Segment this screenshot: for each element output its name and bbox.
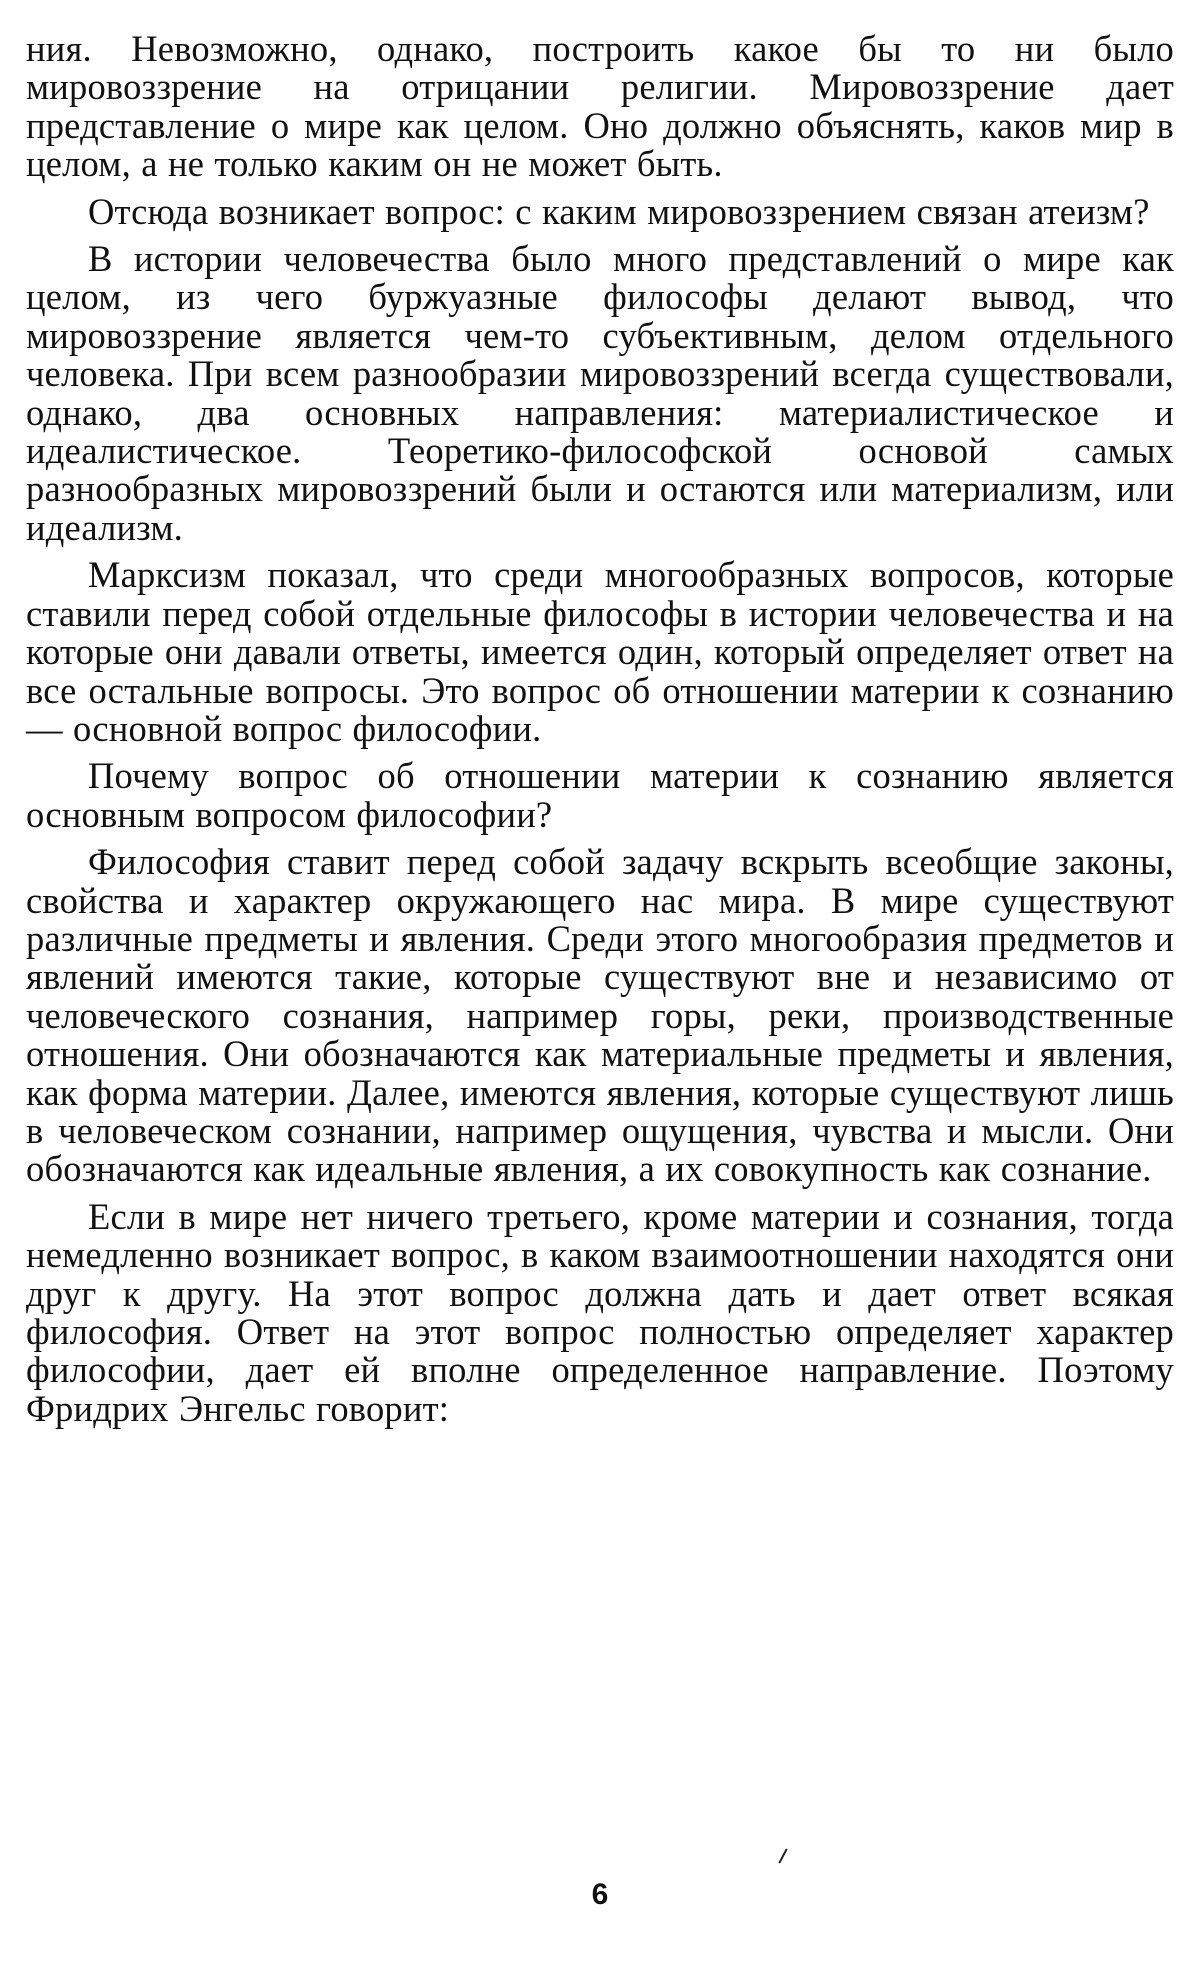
- paragraph-engels: Если в мире нет ничего третьего, кроме материи и сознания, тогда немедленно возникает вопрос, в каком взаимоотношении находятся они друг к другу. На этот вопрос должна дать и дает ответ всякая философия. Ответ на этот вопрос полностью определяет характер философии, дает ей вполне определенное направление. Поэтому Фридрих Энгельс говорит:: [26, 1195, 1174, 1429]
- paragraph-philosophy-task: Философия ставит перед собой задачу вскрыть всеобщие законы, свойства и характер окружающего нас мира. В мире существуют различные предметы и явления. Среди этого многообразия предметов и явлений имеются такие, которые существуют вне и независимо от человеческого сознания, например горы, реки, производственные отношения. Они обозначаются как материальные предметы и явления, как форма материи. Далее, имеются явления, которые существуют лишь в человеческом сознании, например ощущения, чувства и мысли. Они обозначаются как идеальные явления, а их совокупность как сознание.: [26, 841, 1174, 1190]
- scan-speck: [778, 1848, 787, 1863]
- paragraph-why-question: Почему вопрос об отношении материи к сознанию является основным вопросом философии?: [26, 755, 1174, 835]
- paragraph-marxism: Марксизм показал, что среди многообразных вопросов, которые ставили перед собой отдельные философы в истории человечества и на которые они давали ответы, имеется один, который определяет ответ на все остальные вопросы. Это вопрос об отношении материи к сознанию — основной вопрос философии.: [26, 554, 1174, 749]
- page-text: [26, 30, 1174, 1428]
- paragraph-question-atheism: Отсюда возникает вопрос: с каким мировоззрением связан атеизм?: [88, 190, 1150, 232]
- paragraph-continuation: ния. Невозможно, однако, построить какое бы то ни было мировоззрение на отрицании религии. Мировоззрение дает представление о мире как целом. Оно должно объяснять, каков мир в целом, а не только каким он не может быть.: [26, 28, 1174, 185]
- page-number: 6: [591, 1878, 609, 1911]
- paragraph-worldviews: В истории человечества было много представлений о мире как целом, из чего буржуазные философы делают вывод, что мировоззрение является чем-то субъективным, делом отдельного человека. При всем разнообразии мировоззрений всегда существовали, однако, два основных направления: материалистическое и идеалистическое. Теоретико-философской основой самых разнообразных мировоззрений были и остаются или материализм, или идеализм.: [26, 238, 1174, 548]
